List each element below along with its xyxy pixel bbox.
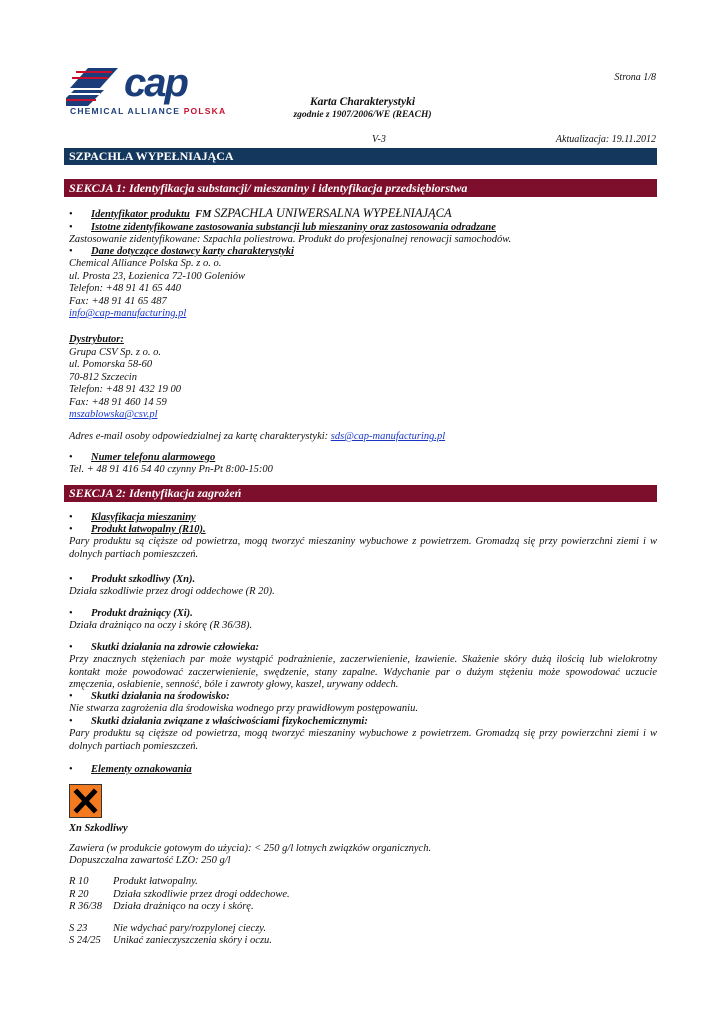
distributor-line: 70-812 Szczecin — [69, 372, 137, 383]
supplier-line: ul. Prosta 23, Łozienica 72-100 Goleniów — [69, 271, 246, 282]
distributor-line: ul. Pomorska 58-60 — [69, 359, 153, 370]
pictogram-label: Xn Szkodliwy — [69, 823, 128, 834]
r-phrase-code: R 36/38 — [69, 901, 102, 912]
flammable-text: Pary produktu są cięższe od powietrza, mogą tworzyć mieszaniny wybuchowe z powietrzem. Gromadzą się przy powierzchni ziemi i w dolnych partiach pomieszczeń. — [69, 536, 657, 560]
label-elements-item: • Elementy oznakowania — [69, 764, 192, 775]
flammable-item: • Produkt łatwopalny (R10). — [69, 524, 206, 535]
distributor-label: Dystrybutor: — [69, 334, 124, 345]
s-phrase-code: S 24/25 — [69, 935, 101, 946]
label-elements-label: Elementy oznakowania — [91, 764, 192, 775]
irritant-text: Działa drażniąco na oczy i skórę (R 36/38). — [69, 620, 253, 631]
page-number: Strona 1/8 — [614, 72, 656, 83]
section-1-heading: SEKCJA 1: Identyfikacja substancji/ mieszaniny i identyfikacja przedsiębiorstwa — [64, 179, 657, 197]
logo-sub-text: CHEMICAL ALLIANCE — [70, 106, 184, 116]
flammable-label: Produkt łatwopalny (R10). — [91, 524, 206, 535]
health-label: Skutki działania na zdrowie człowieka: — [91, 642, 260, 653]
emergency-text: Tel. + 48 91 416 54 40 czynny Pn-Pt 8:00-15:00 — [69, 464, 273, 475]
r-phrase-code: R 10 — [69, 876, 89, 887]
voc-content: Zawiera (w produkcie gotowym do użycia): < 250 g/l lotnych związków organicznych. — [69, 843, 432, 854]
product-identifier-label: Identyfikator produktu — [91, 209, 190, 220]
s-phrase-text: Unikać zanieczyszczenia skóry i oczu. — [113, 935, 272, 946]
update-date: Aktualizacja: 19.11.2012 — [555, 134, 656, 145]
supplier-line: Telefon: +48 91 41 65 440 — [69, 283, 181, 294]
environment-label: Skutki działania na środowisko: — [91, 691, 230, 702]
physchem-item: • Skutki działania związane z właściwościami fizykochemicznymi: — [69, 716, 368, 727]
document-title: Karta Charakterystyki — [309, 96, 416, 108]
product-prefix: FM — [195, 209, 212, 220]
r-phrase-code: R 20 — [69, 889, 89, 900]
supplier-label: Dane dotyczące dostawcy karty charakterystyki — [91, 246, 294, 257]
uses-label: Istotne zidentyfikowane zastosowania substancji lub mieszaniny oraz zastosowania odradzane — [91, 222, 496, 233]
physchem-text: Pary produktu są cięższe od powietrza, mogą tworzyć mieszaniny wybuchowe z powietrzem. Gromadzą się przy powierzchni ziemi i w dolnych partiach pomieszczeń. — [69, 728, 657, 752]
logo-sub-red: POLSKA — [183, 106, 227, 116]
classification-label: Klasyfikacja mieszaniny — [91, 512, 196, 523]
supplier-line: Chemical Alliance Polska Sp. z o. o. — [69, 258, 222, 269]
responsible-email-line — [69, 431, 445, 444]
r-phrase-text: Działa drażniąco na oczy i skórę. — [113, 901, 254, 912]
environment-item: • Skutki działania na środowisko: — [69, 691, 230, 702]
uses-text: Zastosowanie zidentyfikowane: Szpachla poliestrowa. Produkt do profesjonalnej renowacji samochodów. — [69, 234, 512, 245]
supplier-email-link[interactable]: info@cap-manufacturing.pl — [69, 308, 187, 319]
classification-item: • Klasyfikacja mieszaniny — [69, 512, 196, 523]
health-item: • Skutki działania na zdrowie człowieka: — [69, 642, 260, 653]
product-identifier-item: • Identyfikator produktu FM SZPACHLA UNIWERSALNA WYPEŁNIAJĄCA — [69, 206, 452, 220]
irritant-item: • Produkt drażniący (Xi). — [69, 608, 193, 619]
harmful-text: Działa szkodliwie przez drogi oddechowe (R 20). — [69, 586, 275, 597]
harmful-item: • Produkt szkodliwy (Xn). — [69, 574, 196, 585]
s-phrase-text: Nie wdychać pary/rozpylonej cieczy. — [113, 923, 266, 934]
product-identifier-value: SZPACHLA UNIWERSALNA WYPEŁNIAJĄCA — [214, 206, 452, 220]
product-name-bar: SZPACHLA WYPEŁNIAJĄCA — [64, 148, 657, 165]
distributor-line: Fax: +48 91 460 14 59 — [69, 397, 167, 408]
section-2-heading: SEKCJA 2: Identyfikacja zagrożeń — [64, 485, 657, 502]
document-subtitle: zgodnie z 1907/2006/WE (REACH) — [293, 110, 432, 120]
distributor-email-link[interactable]: mszablowska@csv.pl — [69, 409, 158, 420]
physchem-label: Skutki działania związane z właściwościami fizykochemicznymi: — [91, 716, 368, 727]
hazard-cross-icon — [70, 785, 101, 817]
harmful-x-icon — [69, 784, 102, 818]
responsible-email-link[interactable]: sds@cap-manufacturing.pl — [330, 431, 446, 442]
logo-wordmark: cap — [124, 64, 187, 105]
version: V-3 — [372, 134, 386, 145]
responsible-email-text: Adres e-mail osoby odpowiedzialnej za kartę charakterystyki: — [69, 431, 331, 442]
irritant-label: Produkt drażniący (Xi). — [91, 608, 193, 619]
distributor-line: Telefon: +48 91 432 19 00 — [69, 384, 181, 395]
r-phrase-text: Produkt łatwopalny. — [113, 876, 198, 887]
uses-item: • Istotne zidentyfikowane zastosowania substancji lub mieszaniny oraz zastosowania odradzane — [69, 222, 496, 233]
r-phrase-text: Działa szkodliwie przez drogi oddechowe. — [113, 889, 290, 900]
distributor-line: Grupa CSV Sp. z o. o. — [69, 347, 161, 358]
environment-text: Nie stwarza zagrożenia dla środowiska wodnego przy prawidłowym postępowaniu. — [69, 703, 418, 714]
supplier-item: • Dane dotyczące dostawcy karty charakterystyki — [69, 246, 294, 257]
health-text: Przy znacznych stężeniach par może wystąpić podrażnienie, zaczerwienienie, łzawienie. Skażenie skóry dużą ilością lub wielokrotny kontakt może powodować zaczerwienienie, swędzenie, stany zapalne. Wdychanie par o dużym stężeniu może spowodować uczucie zmęczenia, osłabienie, senność, bóle i zawroty głowy, kaszel, urywany oddech. — [69, 654, 657, 690]
emergency-label: Numer telefonu alarmowego — [91, 452, 216, 463]
supplier-line: Fax: +48 91 41 65 487 — [69, 296, 167, 307]
emergency-item: • Numer telefonu alarmowego — [69, 452, 216, 463]
s-phrase-code: S 23 — [69, 923, 88, 934]
harmful-label: Produkt szkodliwy (Xn). — [91, 574, 196, 585]
voc-limit: Dopuszczalna zawartość LZO: 250 g/l — [69, 855, 231, 866]
